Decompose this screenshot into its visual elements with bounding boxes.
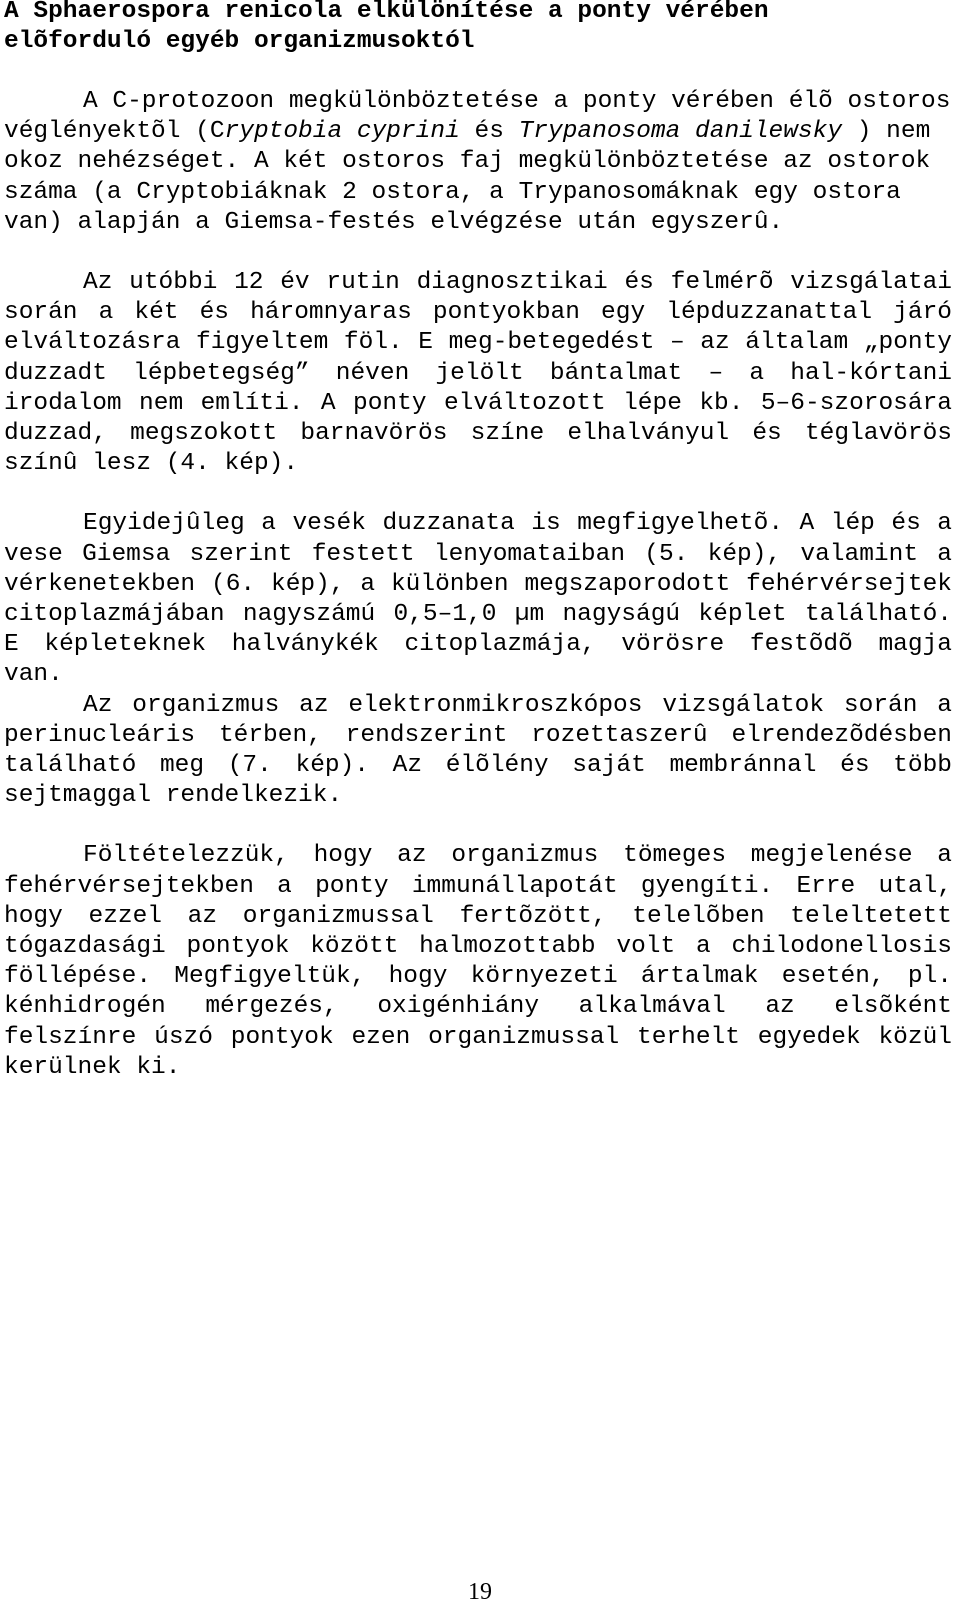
paragraph-electron-microscopy xyxy=(4,691,952,812)
paragraph1-text-part3: ) nem okoz nehézséget. A két ostoros faj megkülönböztetése az ostorok száma (a Cryptobiáknak 2 ostora, a Trypanosomáknak egy ostora van) alapján a Giemsa-festés elvégzése után egyszerû. xyxy=(4,118,931,236)
paragraph5-text: Föltételezzük, hogy az organizmus tömeges megjelenése a fehérvérsejtekben a ponty immunállapotát gyengíti. Erre utal, hogy ezzel az organizmussal fertõzött, telelõben teleltetett tógazdasági pontyok között halmozottabb volt a chilodonellosis föllépése. Megfigyeltük, hogy környezeti ártalmak esetén, pl. kénhidrogén mérgezés, oxigénhiány alkalmával az elsõként felszínre úszó pontyok ezen organizmussal terhelt egyedek közül kerülnek ki. xyxy=(4,842,952,1081)
paragraph2-text: Az utóbbi 12 év rutin diagnosztikai és felmérõ vizsgálatai során a két és háromnyaras pontyokban egy lépduzzanattal járó elváltozásra figyeltem föl. E meg-betegedést – az általam „ponty duzzadt lépbetegség” néven jelölt bántalmat – a hal-kórtani irodalom nem említi. A ponty elváltozott lépe kb. 5–6-szorosára duzzad, megszokott barnavörös színe elhalványul és téglavörös színû lesz (4. kép). xyxy=(4,269,952,478)
paragraph-spleen-disease xyxy=(4,268,952,479)
species-name-cryptobia: ryptobia cyprini xyxy=(224,118,460,146)
species-name-trypanosoma: Trypanosoma danilewsky xyxy=(518,118,843,146)
paragraph1-text-part1: A C-protozoon megkülönböztetése a ponty vérében élõ ostoros véglényektõl (C xyxy=(4,88,951,146)
section-title: A Sphaerospora renicola elkülönítése a ponty vérében elõforduló egyéb organizmusoktól xyxy=(4,0,769,55)
paragraph-immune-hypothesis xyxy=(4,841,952,1083)
paragraph1-text-part2: és xyxy=(459,118,519,146)
paragraph-distinguishing-flagellates xyxy=(4,87,952,238)
page-number: 19 xyxy=(468,1579,492,1605)
paragraph4-text: Az organizmus az elektronmikroszkópos vizsgálatok során a perinucleáris térben, rendszerint rozettaszerû elrendezõdésben található meg (7. kép). Az élõlény saját membránnal és több sejtmaggal rendelkezik. xyxy=(4,691,952,810)
document-page xyxy=(4,0,952,1083)
paragraph-kidney-swelling xyxy=(4,509,952,690)
paragraph3-text: Egyidejûleg a vesék duzzanata is megfigyelhetõ. A lép és a vese Giemsa szerint festett lenyomataiban (5. kép), valamint a vérkenetekben (6. kép), a különben megszaporodott fehérvérsejtek citoplazmájában nagyszámú 0,5–1,0 µm nagyságú képlet található. E képleteknek halványkék citoplazmája, vörösre festõdõ magja van. xyxy=(4,510,952,689)
